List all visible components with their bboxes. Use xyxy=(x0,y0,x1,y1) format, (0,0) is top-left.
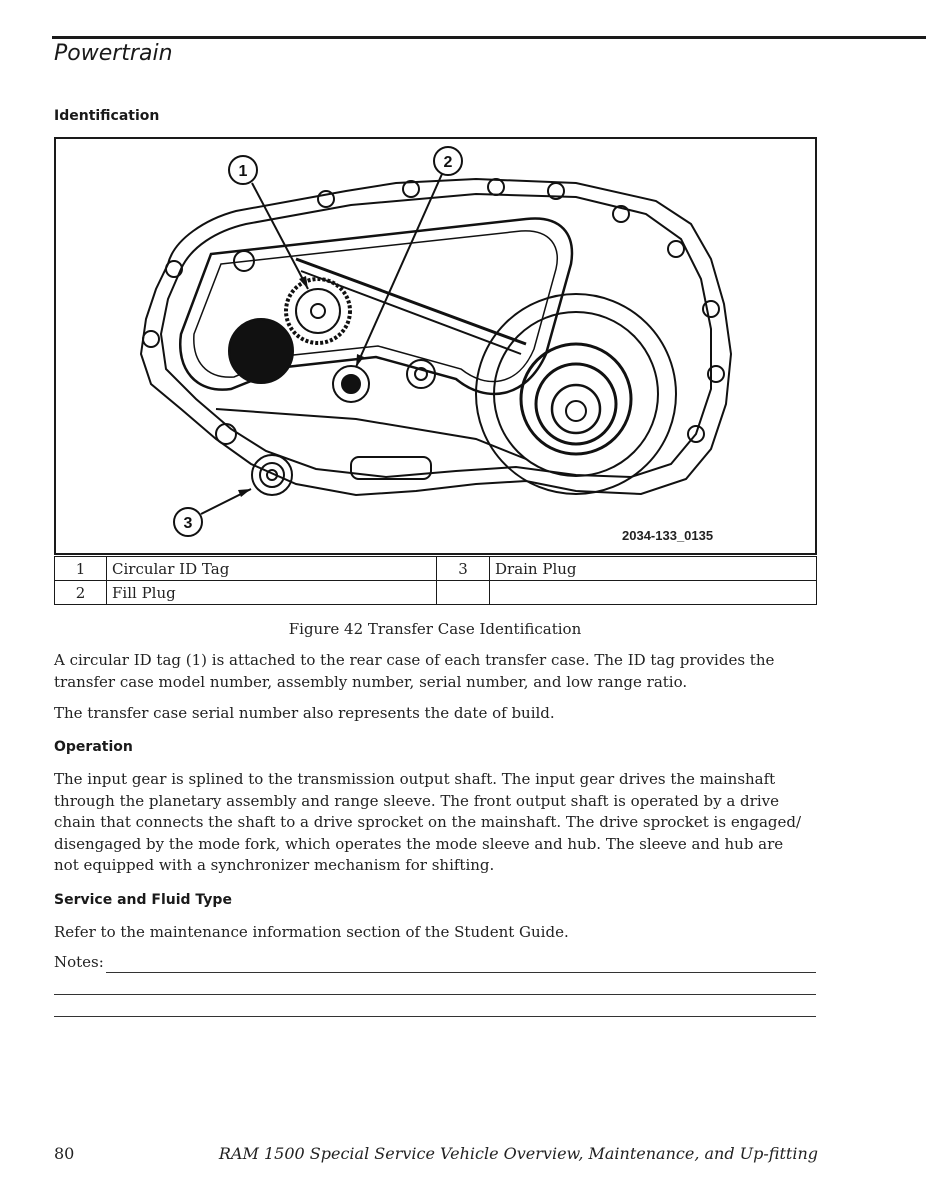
notes-label: Notes: xyxy=(54,953,104,971)
callout-1-label: 1 xyxy=(238,163,248,180)
figure-caption: Figure 42 Transfer Case Identification xyxy=(288,620,582,638)
identification-heading: Identification xyxy=(54,108,160,124)
table-row xyxy=(55,581,817,605)
figure-code: 2034-133_0135 xyxy=(622,528,714,543)
legend-label: Fill Plug xyxy=(107,581,437,605)
transfer-case-illustration xyxy=(56,139,815,553)
serial-paragraph: The transfer case serial number also represents the date of build. xyxy=(54,704,555,722)
service-heading: Service and Fluid Type xyxy=(54,892,232,908)
transfer-case-figure xyxy=(54,137,817,555)
operation-heading: Operation xyxy=(54,739,133,755)
notes-line xyxy=(54,994,816,995)
legend-label xyxy=(490,581,817,605)
legend-num xyxy=(437,581,490,605)
section-title: Powertrain xyxy=(54,41,173,66)
notes-line xyxy=(106,972,816,973)
callout-1 xyxy=(229,156,308,289)
callout-3 xyxy=(174,489,251,536)
footer-title: RAM 1500 Special Service Vehicle Overview, Maintenance, and Up-fitting xyxy=(218,1144,818,1163)
paragraph-line: transfer case model number, assembly number, serial number, and low range ratio. xyxy=(54,672,688,691)
legend-label: Drain Plug xyxy=(490,557,817,581)
paragraph-line: not equipped with a synchronizer mechanism for shifting. xyxy=(54,856,495,874)
table-row xyxy=(55,557,817,581)
header-rule xyxy=(52,36,926,39)
notes-line xyxy=(54,1016,816,1017)
identification-paragraph xyxy=(54,650,824,693)
paragraph-line: chain that connects the shaft to a drive sprocket on the mainshaft. The drive sprocket is engaged/ xyxy=(54,813,802,831)
page-number: 80 xyxy=(54,1144,75,1163)
legend-num: 2 xyxy=(55,581,107,605)
legend-num: 1 xyxy=(55,557,107,581)
callout-2-label: 2 xyxy=(443,154,453,171)
paragraph-line: A circular ID tag (1) is attached to the rear case of each transfer case. The ID tag provides the xyxy=(54,651,775,669)
legend-table xyxy=(54,556,817,605)
legend-num: 3 xyxy=(437,557,490,581)
legend-label: Circular ID Tag xyxy=(107,557,437,581)
paragraph-line: disengaged by the mode fork, which operates the mode sleeve and hub. The sleeve and hub are xyxy=(54,834,784,853)
paragraph-line: through the planetary assembly and range sleeve. The front output shaft is operated by a drive xyxy=(54,791,779,810)
callout-3-label: 3 xyxy=(183,515,193,532)
service-paragraph: Refer to the maintenance information section of the Student Guide. xyxy=(54,923,569,941)
paragraph-line: The input gear is splined to the transmission output shaft. The input gear drives the mainshaft xyxy=(54,770,776,788)
operation-paragraph xyxy=(54,769,824,877)
